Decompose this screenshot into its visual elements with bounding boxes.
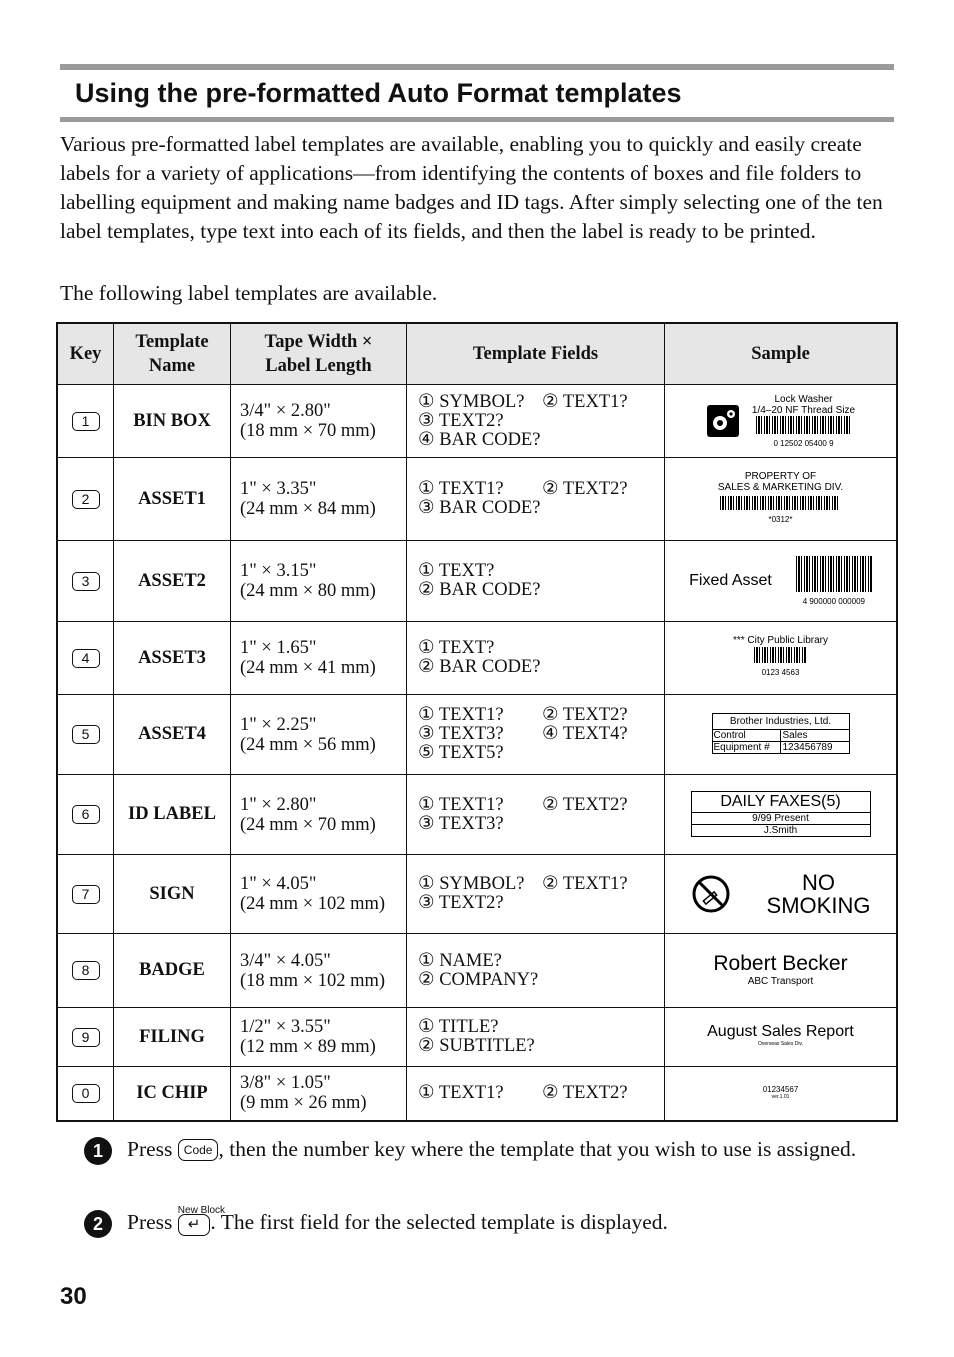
key-cap: 0 bbox=[72, 1084, 100, 1103]
template-fields: ① NAME? ② COMPANY? bbox=[407, 934, 665, 1008]
template-name: FILING bbox=[114, 1008, 231, 1067]
key-cap: 9 bbox=[72, 1028, 100, 1047]
table-row bbox=[57, 385, 897, 458]
table-row bbox=[57, 622, 897, 695]
sample-badge: Robert Becker ABC Transport bbox=[665, 934, 898, 1008]
template-fields: ① TEXT1? ② TEXT2? ③ TEXT3? bbox=[407, 775, 665, 855]
header-template-name: Template Name bbox=[114, 323, 231, 385]
template-size: 1" × 4.05" (24 mm × 102 mm) bbox=[231, 855, 407, 934]
table-row bbox=[57, 1008, 897, 1067]
header-sample: Sample bbox=[665, 323, 898, 385]
key-cap: 2 bbox=[72, 490, 100, 509]
barcode-graphic bbox=[796, 556, 872, 592]
sample-bin-box: Lock Washer 1/4–20 NF Thread Size 0 12502 05400 9 bbox=[665, 385, 898, 458]
template-name: ASSET1 bbox=[114, 458, 231, 541]
step-number-badge: 1 bbox=[84, 1137, 112, 1165]
header-size: Tape Width × Label Length bbox=[231, 323, 407, 385]
page-title: Using the pre-formatted Auto Format templates bbox=[75, 78, 682, 108]
template-fields: ① TEXT? ② BAR CODE? bbox=[407, 541, 665, 622]
key-cap: 3 bbox=[72, 572, 100, 591]
key-cap: 6 bbox=[72, 805, 100, 824]
enter-key-icon: New Block ↵ bbox=[178, 1210, 211, 1239]
sample-sign: NO SMOKING bbox=[665, 855, 898, 934]
template-size: 1" × 3.15" (24 mm × 80 mm) bbox=[231, 541, 407, 622]
template-name: ASSET4 bbox=[114, 695, 231, 775]
sample-asset2: Fixed Asset 4 900000 000009 bbox=[665, 541, 898, 622]
table-row bbox=[57, 1067, 897, 1121]
template-size: 3/4" × 2.80" (18 mm × 70 mm) bbox=[231, 385, 407, 458]
sample-asset1: PROPERTY OF SALES & MARKETING DIV. *0312* bbox=[665, 458, 898, 541]
template-fields: ① TEXT1? ② TEXT2? ③ TEXT3? ④ TEXT4? ⑤ TEXT5? bbox=[407, 695, 665, 775]
table-row bbox=[57, 695, 897, 775]
header-template-fields: Template Fields bbox=[407, 323, 665, 385]
sample-ic-chip: 01234567 ver.1.01 bbox=[665, 1067, 898, 1121]
gear-icon bbox=[706, 404, 740, 438]
template-size: 1" × 1.65" (24 mm × 41 mm) bbox=[231, 622, 407, 695]
template-name: SIGN bbox=[114, 855, 231, 934]
table-row bbox=[57, 934, 897, 1008]
sample-asset4: Brother Industries, Ltd. Control Sales Equipment # 123456789 bbox=[665, 695, 898, 775]
table-row bbox=[57, 775, 897, 855]
barcode-graphic bbox=[754, 647, 806, 663]
table-row bbox=[57, 541, 897, 622]
template-fields: ① TEXT? ② BAR CODE? bbox=[407, 622, 665, 695]
template-name: ASSET2 bbox=[114, 541, 231, 622]
template-name: IC CHIP bbox=[114, 1067, 231, 1121]
section-heading-block bbox=[60, 64, 894, 122]
template-fields: ① SYMBOL? ② TEXT1? ③ TEXT2? ④ BAR CODE? bbox=[407, 385, 665, 458]
template-size: 3/8" × 1.05" (9 mm × 26 mm) bbox=[231, 1067, 407, 1121]
sample-id-label: DAILY FAXES(5) 9/99 Present J.Smith bbox=[665, 775, 898, 855]
template-size: 1" × 2.80" (24 mm × 70 mm) bbox=[231, 775, 407, 855]
template-fields: ① TEXT1? ② TEXT2? bbox=[407, 1067, 665, 1121]
template-size: 1/2" × 3.55" (12 mm × 89 mm) bbox=[231, 1008, 407, 1067]
template-name: ASSET3 bbox=[114, 622, 231, 695]
table-row bbox=[57, 855, 897, 934]
table-header-row bbox=[57, 323, 897, 385]
template-fields: ① TITLE? ② SUBTITLE? bbox=[407, 1008, 665, 1067]
page-number: 30 bbox=[60, 1283, 87, 1310]
template-fields: ① TEXT1? ② TEXT2? ③ BAR CODE? bbox=[407, 458, 665, 541]
template-size: 3/4" × 4.05" (18 mm × 102 mm) bbox=[231, 934, 407, 1008]
key-cap: 4 bbox=[72, 649, 100, 668]
template-size: 1" × 2.25" (24 mm × 56 mm) bbox=[231, 695, 407, 775]
header-key: Key bbox=[57, 323, 114, 385]
template-name: ID LABEL bbox=[114, 775, 231, 855]
template-name: BIN BOX bbox=[114, 385, 231, 458]
key-cap: 8 bbox=[72, 961, 100, 980]
templates-table bbox=[56, 322, 898, 1122]
heading-bottom-rule bbox=[60, 117, 894, 122]
code-key-icon: Code bbox=[178, 1139, 219, 1161]
templates-available-text: The following label templates are available. bbox=[60, 281, 438, 305]
template-fields: ① SYMBOL? ② TEXT1? ③ TEXT2? bbox=[407, 855, 665, 934]
table-row bbox=[57, 458, 897, 541]
barcode-graphic bbox=[720, 496, 840, 510]
template-size: 1" × 3.35" (24 mm × 84 mm) bbox=[231, 458, 407, 541]
barcode-graphic bbox=[756, 416, 852, 434]
template-name: BADGE bbox=[114, 934, 231, 1008]
step-number-badge: 2 bbox=[84, 1210, 112, 1238]
key-cap: 1 bbox=[72, 412, 100, 431]
no-smoking-icon bbox=[691, 874, 731, 914]
intro-paragraph: Various pre-formatted label templates are available, enabling you to quickly and easily create labels for a variety of applications—from identifying the contents of boxes and file folders to labelling equipment and making name badges and ID tags. After simply selecting one of the ten label templates, type text into each of its fields, and then the label is ready to be printed. bbox=[60, 132, 883, 243]
key-cap: 5 bbox=[72, 725, 100, 744]
key-cap: 7 bbox=[72, 885, 100, 904]
sample-filing: August Sales Report Overseas Sales Div. bbox=[665, 1008, 898, 1067]
sample-asset3: *** City Public Library 0123 4563 bbox=[665, 622, 898, 695]
